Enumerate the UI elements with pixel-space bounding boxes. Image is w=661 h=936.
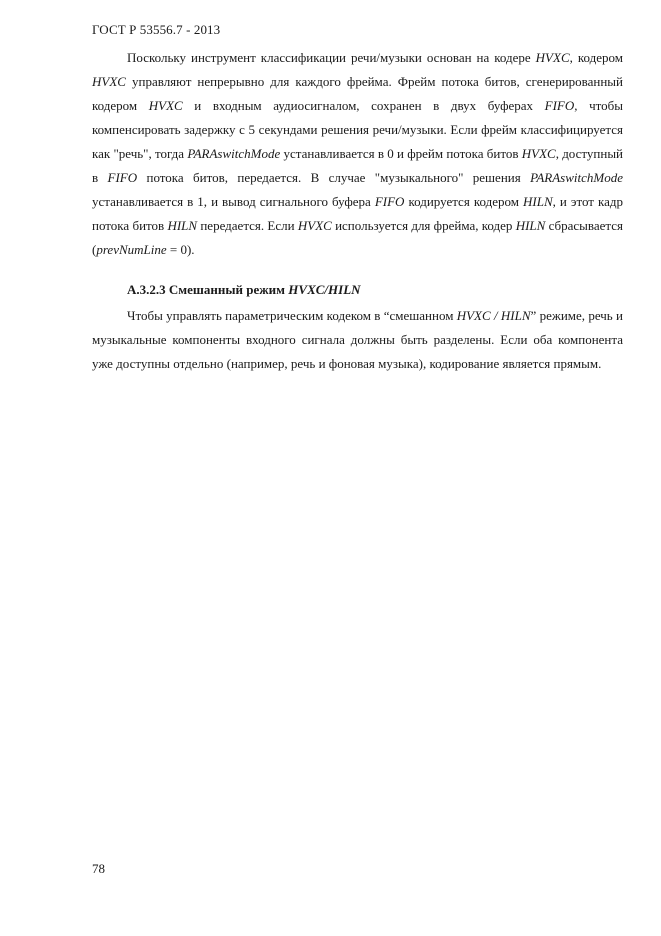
document-header: ГОСТ Р 53556.7 - 2013 — [92, 22, 221, 37]
paragraph-mixed-mode — [92, 304, 623, 376]
text-run: управляют непрерывно для каждого фрейма. Фрейм потока битов, сгенерированный кодером — [92, 74, 623, 113]
term-fifo: FIFO — [544, 98, 575, 113]
term-hvxc: HVXC — [535, 50, 570, 65]
paragraph-classifier — [92, 46, 623, 262]
section-title-term: HVXC/HILN — [288, 282, 361, 297]
text-run: потока битов, передается. В случае "музыкального" решения — [137, 170, 531, 185]
term-hiln: HILN — [167, 218, 198, 233]
text-run: устанавливается в 0 и фрейм потока битов — [280, 146, 522, 161]
term-fifo: FIFO — [374, 194, 405, 209]
text-run: Чтобы управлять параметрическим кодеком в “смешанном — [127, 308, 457, 323]
text-run: кодируется кодером — [404, 194, 523, 209]
term-fifo: FIFO — [107, 170, 138, 185]
text-run: устанавливается в 1, и вывод сигнального буфера — [92, 194, 375, 209]
text-run: , кодером — [569, 50, 623, 65]
term-prevnumline: prevNumLine — [96, 242, 167, 257]
term-hiln: HILN — [515, 218, 546, 233]
section-heading — [127, 282, 361, 298]
text-run: передается. Если — [197, 218, 298, 233]
text-run: Поскольку инструмент классификации речи/музыки основан на кодере — [127, 50, 536, 65]
term-paraswitchmode: PARAswitchMode — [187, 146, 281, 161]
term-hiln: HILN — [523, 194, 553, 209]
term-paraswitchmode: PARAswitchMode — [530, 170, 623, 185]
term-hvxc: HVXC — [521, 146, 556, 161]
text-run: , и этот кадр потока битов — [92, 194, 623, 233]
term-hvxc: HVXC — [92, 74, 126, 89]
text-run: , доступный в — [92, 146, 624, 185]
term-hvxc: HVXC — [297, 218, 332, 233]
text-run: , чтобы компенсировать задержку с 5 секундами решения речи/музыки. Если фрейм классифицируется как "речь", тогда — [92, 98, 623, 161]
section-number-title: А.3.2.3 Смешанный режим — [127, 282, 289, 297]
text-run: и входным аудиосигналом, сохранен в двух буферах — [182, 98, 545, 113]
term-hvxc: HVXC — [148, 98, 183, 113]
term-hvxc-hiln: HVXC / HILN — [456, 308, 531, 323]
page-number: 78 — [92, 861, 105, 876]
text-run: используется для фрейма, кодер — [331, 218, 516, 233]
text-run: ” режиме, речь и музыкальные компоненты входного сигнала должны быть разделены. Если оба компонента уже доступны отдельно (например, речь и фоновая музыка), кодирование является прямым. — [92, 308, 623, 371]
text-run: = 0). — [166, 242, 195, 257]
text-run: сбрасывается ( — [92, 218, 623, 257]
